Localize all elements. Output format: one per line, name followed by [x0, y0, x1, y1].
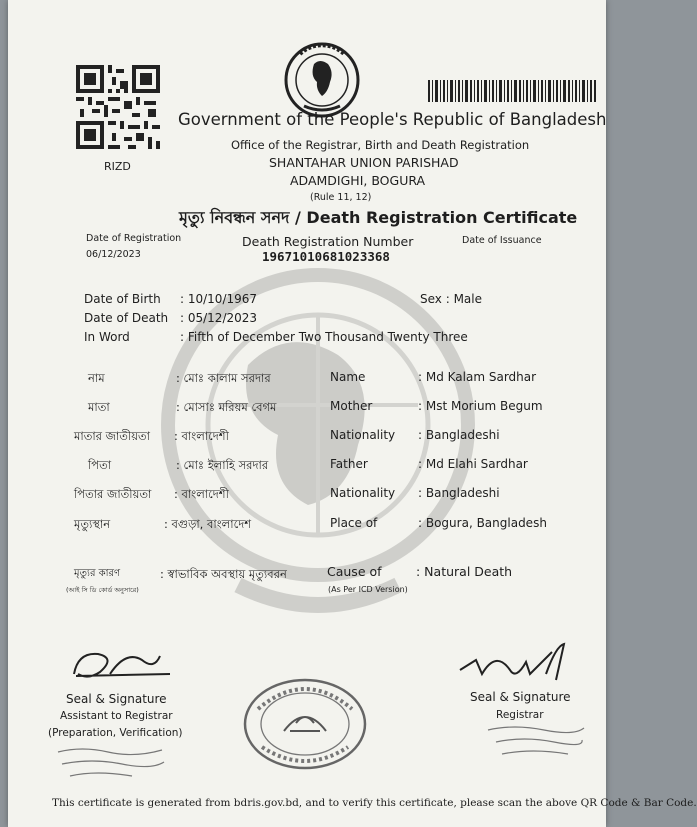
- father-nationality-bn-value: : বাংলাদেশী: [174, 487, 229, 501]
- right-seal-title: Seal & Signature: [470, 690, 571, 704]
- in-word-value: : Fifth of December Two Thousand Twenty Three: [180, 330, 468, 344]
- qr-code-icon: [76, 65, 160, 149]
- cause-en-label: Cause of: [327, 564, 382, 579]
- government-emblem-icon: [284, 42, 360, 118]
- in-word-label: In Word: [84, 330, 130, 344]
- place-bn-label: মৃত্যুস্থান: [74, 517, 111, 531]
- death-date-value: : 05/12/2023: [180, 311, 258, 325]
- mother-bn-value: : মোসাঃ মরিয়ম বেগম: [176, 400, 277, 414]
- cause-en-note: (As Per ICD Version): [328, 585, 408, 594]
- mother-nationality-bn-label: মাতার জাতীয়তা: [74, 429, 150, 443]
- father-en-label: Father: [330, 457, 368, 471]
- name-en-label: Name: [330, 370, 366, 384]
- place-bn-value: : বগুড়া, বাংলাদেশ: [164, 517, 252, 531]
- mother-en-label: Mother: [330, 399, 373, 413]
- birth-date-value: : 10/10/1967: [180, 292, 258, 306]
- place-en-value: : Bogura, Bangladesh: [418, 516, 547, 530]
- union-name: SHANTAHAR UNION PARISHAD: [269, 155, 459, 170]
- left-seal-role: Assistant to Registrar: [60, 710, 173, 722]
- father-nationality-en-label: Nationality: [330, 486, 396, 500]
- certificate-title: মৃত্যু নিবন্ধন সনদ / Death Registration Certificate: [179, 208, 578, 227]
- registration-number-value: 19671010681023368: [262, 249, 390, 264]
- father-bn-label: পিতা: [88, 458, 112, 472]
- office-name: Office of the Registrar, Birth and Death Registration: [231, 138, 530, 152]
- registration-date-value: 06/12/2023: [86, 249, 141, 260]
- mother-en-value: : Mst Morium Begum: [418, 399, 543, 413]
- cause-bn-note: (আই সি ডি কোর্ড অনুসারে): [66, 586, 139, 594]
- registrar-signature: [456, 640, 572, 688]
- father-nationality-bn-label: পিতার জাতীয়তা: [74, 487, 152, 501]
- issuance-date-label: Date of Issuance: [462, 235, 542, 246]
- certificate-page: [8, 0, 697, 827]
- office-address: ADAMDIGHI, BOGURA: [290, 173, 426, 188]
- name-bn-value: : মোঃ কালাম সরদার: [176, 371, 271, 385]
- sex-value: Sex : Male: [420, 292, 482, 306]
- mother-nationality-en-value: : Bangladeshi: [418, 428, 500, 442]
- cause-bn-value: : স্বাভাবিক অবস্থায় মৃত্যুবরন: [160, 567, 287, 581]
- government-title: Government of the People's Republic of Bangladesh: [178, 110, 607, 129]
- mother-bn-label: মাতা: [88, 400, 110, 414]
- rule-reference: (Rule 11, 12): [310, 192, 372, 203]
- place-en-label: Place of: [330, 516, 378, 530]
- father-nationality-en-value: : Bangladeshi: [418, 486, 500, 500]
- mother-nationality-en-label: Nationality: [330, 428, 396, 442]
- registration-date-label: Date of Registration: [86, 233, 182, 244]
- qr-caption: RIZD: [104, 160, 131, 173]
- birth-date-label: Date of Birth: [84, 292, 161, 306]
- name-en-value: : Md Kalam Sardhar: [418, 370, 537, 384]
- verification-footer: This certificate is generated from bdris.gov.bd, and to verify this certificate, please scan the above QR Code & Bar Code.: [52, 797, 697, 809]
- left-seal-note: (Preparation, Verification): [48, 727, 183, 739]
- union-seal-icon: [240, 675, 370, 773]
- assistant-stamp-scribble: [52, 744, 170, 784]
- name-bn-label: নাম: [88, 371, 105, 385]
- left-seal-title: Seal & Signature: [66, 692, 167, 706]
- cause-en-value: : Natural Death: [416, 564, 513, 579]
- registrar-stamp-scribble: [484, 724, 588, 764]
- right-seal-role: Registrar: [496, 709, 544, 721]
- assistant-signature: [70, 644, 182, 690]
- barcode-icon: [428, 80, 596, 102]
- registration-number-label: Death Registration Number: [242, 234, 414, 249]
- mother-nationality-bn-value: : বাংলাদেশী: [174, 429, 229, 443]
- father-en-value: : Md Elahi Sardhar: [418, 457, 528, 471]
- cause-bn-label: মৃত্যুর কারণ: [74, 568, 121, 579]
- father-bn-value: : মোঃ ইলাহি সরদার: [176, 458, 269, 472]
- death-date-label: Date of Death: [84, 311, 169, 325]
